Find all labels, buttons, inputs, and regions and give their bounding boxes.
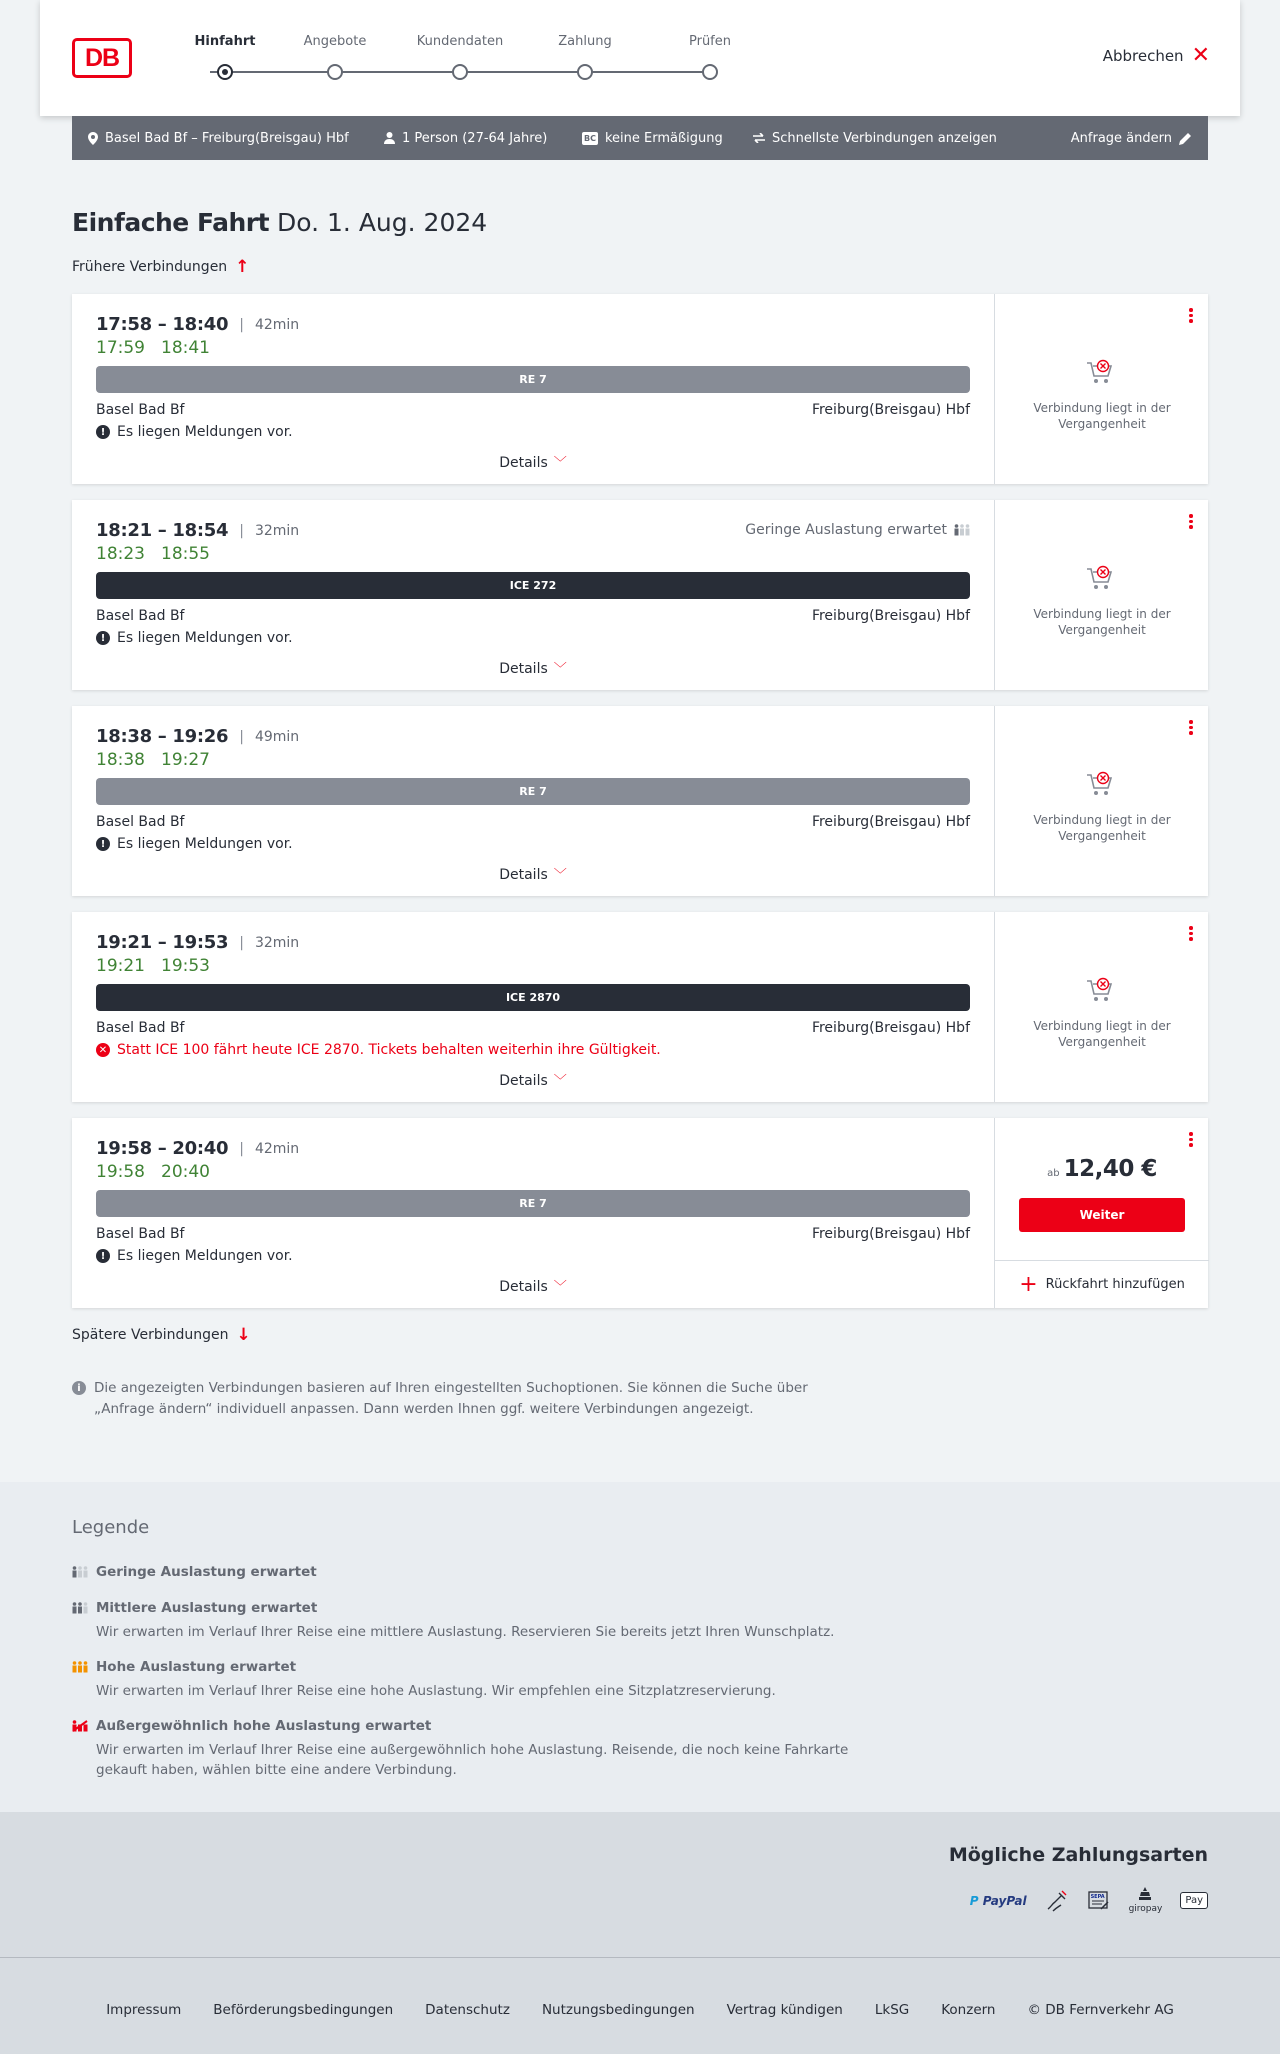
departure-station: Basel Bad Bf (96, 402, 185, 418)
connection-card[interactable] (72, 706, 1208, 896)
price-prefix: ab (1047, 1168, 1060, 1179)
details-label: Details (499, 867, 548, 883)
connection-offer (994, 912, 1208, 1102)
step-dot-icon (217, 64, 233, 80)
search-summary-bar (72, 116, 1208, 160)
connection-message (96, 836, 293, 852)
legend-item-title: Außergewöhnlich hohe Auslastung erwartet (96, 1718, 432, 1734)
discount-summary (582, 116, 723, 160)
connection-message (96, 630, 293, 646)
giropay-icon (1129, 1887, 1163, 1914)
step-dot-icon (702, 64, 718, 80)
arrival-station: Freiburg(Breisgau) Hbf (811, 1020, 970, 1036)
connection-times (96, 314, 299, 335)
realtime-arrival: 19:27 (161, 750, 210, 770)
connection-offer (994, 294, 1208, 484)
legend-section (0, 1482, 1280, 1812)
message-text: Statt ICE 100 fährt heute ICE 2870. Tickets behalten weiterhin ihre Gültigkeit. (117, 1042, 661, 1058)
connection-offer (994, 500, 1208, 690)
step-dot-icon (327, 64, 343, 80)
edit-search-label: Anfrage ändern (1070, 130, 1172, 146)
realtime-times (96, 338, 210, 358)
connection-main (72, 500, 994, 690)
credit-card-hand-icon (1045, 1889, 1069, 1913)
continue-button[interactable]: Weiter (1019, 1198, 1185, 1232)
legend-item-title: Hohe Auslastung erwartet (96, 1659, 297, 1675)
realtime-arrival: 18:41 (161, 338, 210, 358)
step-dot-icon (452, 64, 468, 80)
train-segment[interactable]: ICE 2870 (96, 984, 970, 1011)
payment-icons (970, 1887, 1208, 1914)
connection-card[interactable] (72, 294, 1208, 484)
cancel-button[interactable] (1102, 43, 1210, 68)
step-angebote[interactable] (285, 34, 385, 80)
past-connection-text: Verbindung liegt in der Vergangenheit (1033, 1019, 1171, 1049)
person-icon (384, 132, 395, 144)
planned-times: 19:58 – 20:40 (96, 1138, 229, 1159)
legend-item (72, 1718, 852, 1780)
message-text: Es liegen Meldungen vor. (117, 1248, 293, 1264)
duration: 32min (254, 522, 300, 539)
route-summary (88, 116, 349, 160)
connection-main (72, 706, 994, 896)
footer-link-datenschutz[interactable]: Datenschutz (425, 2002, 510, 2018)
planned-times: 17:58 – 18:40 (96, 314, 229, 335)
step-label: Angebote (303, 34, 367, 49)
cancel-label: Abbrechen (1102, 47, 1184, 65)
bahncard-icon: BC (584, 133, 596, 143)
legend-item-title: Geringe Auslastung erwartet (96, 1564, 317, 1580)
step-pruefen[interactable] (660, 34, 760, 80)
paypal-label: PayPal (982, 1893, 1027, 1908)
chevron-down-icon: ﹀ (553, 662, 567, 677)
fastest-connections-toggle[interactable] (753, 116, 997, 160)
connection-message (96, 1248, 293, 1264)
cart-unavailable-icon (1085, 358, 1115, 386)
realtime-times (96, 544, 210, 564)
apple-pay-icon (1180, 1892, 1208, 1909)
details-toggle[interactable] (72, 1070, 994, 1089)
legend-item (72, 1564, 852, 1580)
realtime-times (96, 750, 210, 770)
page-title (72, 208, 487, 237)
footer-links (0, 1958, 1280, 2018)
exclamation-icon: ! (96, 631, 110, 645)
price-value: 12,40 € (1063, 1156, 1157, 1182)
chevron-down-icon: ﹀ (553, 868, 567, 883)
info-icon: i (72, 1381, 86, 1395)
arrow-down-icon: ↓ (236, 1325, 251, 1345)
medium-occupancy-icon (72, 1602, 88, 1614)
trip-type-title: Einfache Fahrt (72, 208, 270, 237)
arrow-up-icon: ↑ (235, 257, 250, 277)
train-segment[interactable]: RE 7 (96, 778, 970, 805)
app-header (40, 0, 1240, 116)
duration: 49min (254, 728, 300, 745)
planned-times: 19:21 – 19:53 (96, 932, 229, 953)
very-high-occupancy-icon (72, 1720, 88, 1732)
persons-text: 1 Person (27-64 Jahre) (402, 130, 548, 146)
duration: 32min (254, 934, 300, 951)
more-options-icon[interactable] (1188, 720, 1194, 738)
arrival-station: Freiburg(Breisgau) Hbf (811, 1226, 970, 1242)
past-connection-text: Verbindung liegt in der Vergangenheit (1033, 607, 1171, 637)
close-icon: ✕ (1191, 43, 1210, 68)
add-return-label: Rückfahrt hinzufügen (1045, 1277, 1185, 1292)
paypal-icon: P PayPal (969, 1893, 1027, 1908)
legend-title: Legende (72, 1517, 150, 1538)
step-label: Kundendaten (416, 34, 504, 49)
step-label: Prüfen (688, 34, 731, 49)
message-text: Es liegen Meldungen vor. (117, 630, 293, 646)
realtime-times (96, 956, 210, 976)
legend-item-desc: Wir erwarten im Verlauf Ihrer Reise eine hohe Auslastung. Wir empfehlen eine Sitzplatzreservierung. (96, 1683, 776, 1699)
exclamation-icon: ! (96, 1249, 110, 1263)
low-occupancy-icon (954, 524, 970, 536)
more-options-icon[interactable] (1188, 926, 1194, 944)
connection-offer (994, 706, 1208, 896)
chevron-down-icon: ﹀ (553, 1280, 567, 1295)
price-display (995, 1156, 1209, 1182)
cart-unavailable-icon (1085, 564, 1115, 592)
connection-card[interactable] (72, 912, 1208, 1102)
footer-link-nutzungsbedingungen[interactable]: Nutzungsbedingungen (541, 2002, 695, 2018)
plus-icon: + (1019, 1271, 1038, 1297)
page-footer (0, 1957, 1280, 2054)
search-info-note (72, 1378, 862, 1420)
connection-times (96, 1138, 299, 1159)
exclamation-icon: ! (96, 837, 110, 851)
connection-times (96, 932, 299, 953)
train-segment[interactable]: ICE 272 (96, 572, 970, 599)
connection-times (96, 520, 299, 541)
payment-title: Mögliche Zahlungsarten (948, 1844, 1208, 1866)
duration: 42min (254, 1140, 300, 1157)
legend-item (72, 1600, 852, 1642)
edit-search-button[interactable] (1071, 116, 1192, 160)
add-return-trip-button[interactable] (995, 1260, 1209, 1308)
separator: | (239, 934, 244, 951)
realtime-arrival: 19:53 (161, 956, 210, 976)
sepa-label: SEPA (1090, 1893, 1105, 1900)
later-label: Spätere Verbindungen (72, 1327, 229, 1343)
footer-link-impressum[interactable]: Impressum (106, 2002, 182, 2018)
sepa-icon (1087, 1889, 1111, 1913)
past-connection-text: Verbindung liegt in der Vergangenheit (1033, 813, 1171, 843)
details-toggle[interactable] (72, 864, 994, 883)
occupancy-indicator (745, 522, 970, 538)
connection-warning (96, 1042, 661, 1058)
details-label: Details (499, 1279, 548, 1295)
low-occupancy-icon (72, 1566, 88, 1578)
details-label: Details (499, 1073, 548, 1089)
cart-unavailable-icon (1085, 770, 1115, 798)
separator: | (239, 316, 244, 333)
step-zahlung[interactable] (535, 34, 635, 80)
past-connection-text: Verbindung liegt in der Vergangenheit (1033, 401, 1171, 431)
step-kundendaten[interactable] (410, 34, 510, 80)
details-label: Details (499, 455, 548, 471)
chevron-down-icon: ﹀ (553, 456, 567, 471)
details-label: Details (499, 661, 548, 677)
db-logo-text: DB (84, 43, 120, 72)
discount-text: keine Ermäßigung (604, 130, 723, 146)
footer-link-befoerderungsbedingungen[interactable]: Beförderungsbedingungen (213, 2002, 394, 2018)
separator: | (239, 1140, 244, 1157)
train-segment[interactable]: RE 7 (96, 366, 970, 393)
connection-card[interactable] (72, 1118, 1208, 1308)
connection-message (96, 424, 293, 440)
earlier-label: Frühere Verbindungen (72, 259, 228, 275)
realtime-departure: 19:21 (96, 956, 145, 976)
step-label: Hinfahrt (194, 34, 256, 49)
giropay-label: giropay (1128, 1904, 1163, 1914)
connection-card[interactable] (72, 500, 1208, 690)
more-options-icon[interactable] (1188, 514, 1194, 532)
arrival-station: Freiburg(Breisgau) Hbf (811, 608, 970, 624)
cart-unavailable-icon (1085, 976, 1115, 1004)
departure-station: Basel Bad Bf (96, 1226, 185, 1242)
connection-times (96, 726, 299, 747)
step-label: Zahlung (558, 34, 612, 49)
train-segment[interactable]: RE 7 (96, 1190, 970, 1217)
realtime-departure: 19:58 (96, 1162, 145, 1182)
legend-item-desc: Wir erwarten im Verlauf Ihrer Reise eine außergewöhnlich hohe Auslastung. Reisende, die noch keine Fahrkarte gekauft haben, wählen bitte eine andere Verbindung. (96, 1742, 849, 1778)
realtime-times (96, 1162, 210, 1182)
footer-link-lksg[interactable]: LkSG (874, 2002, 910, 2018)
fastest-text: Schnellste Verbindungen anzeigen (772, 130, 997, 146)
realtime-departure: 17:59 (96, 338, 145, 358)
applepay-label: Pay (1185, 1895, 1203, 1906)
footer-copyright: © DB Fernverkehr AG (1027, 2002, 1174, 2018)
message-text: Es liegen Meldungen vor. (117, 836, 293, 852)
separator: | (239, 522, 244, 539)
legend-item-desc: Wir erwarten im Verlauf Ihrer Reise eine mittlere Auslastung. Reservieren Sie bereits jetzt Ihren Wunschplatz. (96, 1624, 835, 1640)
duration: 42min (254, 316, 300, 333)
occupancy-text: Geringe Auslastung erwartet (745, 522, 947, 538)
realtime-departure: 18:23 (96, 544, 145, 564)
legend-item (72, 1659, 852, 1701)
details-toggle[interactable] (72, 452, 994, 471)
realtime-arrival: 20:40 (161, 1162, 210, 1182)
persons-summary (384, 116, 547, 160)
footer-link-konzern[interactable]: Konzern (941, 2002, 996, 2018)
message-text: Es liegen Meldungen vor. (117, 424, 293, 440)
location-pin-icon (88, 132, 98, 145)
earlier-connections-link[interactable] (72, 257, 249, 277)
exclamation-icon: ! (96, 425, 110, 439)
high-occupancy-icon (72, 1661, 88, 1673)
realtime-departure: 18:38 (96, 750, 145, 770)
pencil-icon (1179, 132, 1192, 145)
arrival-station: Freiburg(Breisgau) Hbf (811, 814, 970, 830)
error-icon: ✕ (96, 1043, 110, 1057)
legend-item-title: Mittlere Auslastung erwartet (96, 1600, 318, 1616)
planned-times: 18:21 – 18:54 (96, 520, 229, 541)
details-toggle[interactable] (72, 1276, 994, 1295)
connection-main (72, 912, 994, 1102)
more-options-icon[interactable] (1188, 1132, 1194, 1150)
info-text: Die angezeigten Verbindungen basieren auf Ihren eingestellten Suchoptionen. Sie können die Suche über „Anfrage ändern“ individuell anpassen. Dann werden Ihnen ggf. weitere Verbindungen angezeigt. (94, 1380, 808, 1417)
later-connections-link[interactable] (72, 1325, 251, 1345)
more-options-icon[interactable] (1188, 308, 1194, 326)
departure-station: Basel Bad Bf (96, 1020, 185, 1036)
planned-times: 18:38 – 19:26 (96, 726, 229, 747)
db-logo[interactable] (72, 38, 132, 78)
realtime-arrival: 18:55 (161, 544, 210, 564)
travel-date: Do. 1. Aug. 2024 (277, 208, 488, 237)
connection-offer (994, 1118, 1208, 1308)
payment-methods-section (0, 1812, 1280, 1957)
step-dot-icon (577, 64, 593, 80)
arrival-station: Freiburg(Breisgau) Hbf (811, 402, 970, 418)
swap-arrows-icon (753, 133, 765, 143)
footer-link-vertrag-kuendigen[interactable]: Vertrag kündigen (726, 2002, 843, 2018)
details-toggle[interactable] (72, 658, 994, 677)
departure-station: Basel Bad Bf (96, 814, 185, 830)
step-hinfahrt[interactable] (175, 34, 275, 80)
departure-station: Basel Bad Bf (96, 608, 185, 624)
chevron-down-icon: ﹀ (553, 1074, 567, 1089)
separator: | (239, 728, 244, 745)
route-text: Basel Bad Bf – Freiburg(Breisgau) Hbf (105, 130, 349, 146)
connection-main (72, 1118, 994, 1308)
connection-main (72, 294, 994, 484)
